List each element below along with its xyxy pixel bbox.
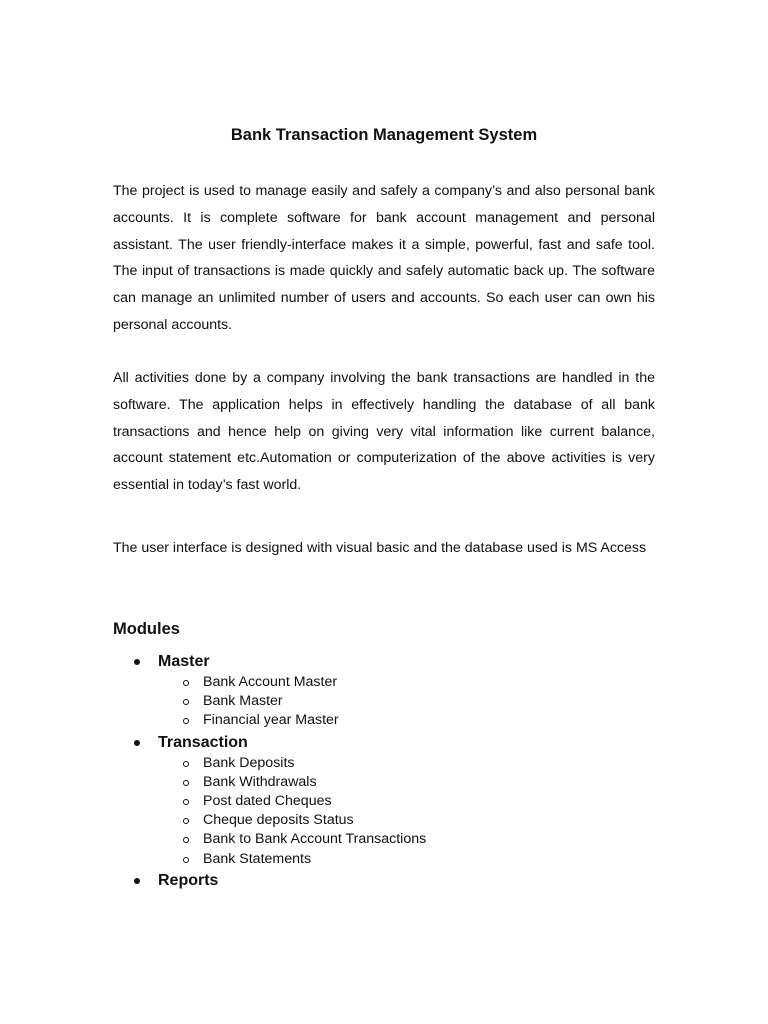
list-item (158, 792, 655, 811)
circle-bullet-icon (183, 699, 189, 705)
circle-bullet-icon (183, 761, 189, 767)
list-item-label: Bank Withdrawals (203, 773, 317, 790)
module-master (113, 650, 655, 731)
list-item-label: Post dated Cheques (203, 792, 332, 809)
list-item (158, 773, 655, 792)
module-transaction (113, 731, 655, 869)
circle-bullet-icon (183, 718, 189, 724)
document-title: Bank Transaction Management System (230, 126, 538, 144)
module-items (158, 673, 655, 731)
module-title: Reports (158, 871, 219, 889)
intro-paragraph: The project is used to manage easily and safely a company’s and also personal bank accounts. It is complete software for bank account management and personal assistant. The user friendly-interface makes it a simple, powerful, fast and safe tool. The input of transactions is made quickly and safely automatic back up. The software can manage an unlimited number of users and accounts. So each user can own his personal accounts. (113, 183, 655, 333)
list-item (158, 850, 655, 869)
circle-bullet-icon (183, 857, 189, 863)
list-item (158, 711, 655, 730)
list-item-label: Bank to Bank Account Transactions (203, 831, 427, 848)
list-item (158, 692, 655, 711)
list-item-label: Bank Statements (203, 850, 312, 867)
circle-bullet-icon (183, 680, 189, 686)
activities-paragraph: All activities done by a company involving the bank transactions are handled in the software. The application helps in effectively handling the database of all bank transactions and hence help on giving very vital information like current balance, account statement etc.Automation or computerization of the above activities is very essential in today’s fast world. (113, 370, 655, 494)
list-item (158, 830, 655, 849)
list-item-label: Cheque deposits Status (203, 812, 354, 829)
circle-bullet-icon (183, 837, 189, 843)
bullet-icon (134, 740, 140, 746)
list-item (158, 811, 655, 830)
circle-bullet-icon (183, 780, 189, 786)
list-item (158, 754, 655, 773)
list-item-label: Bank Deposits (203, 754, 295, 771)
module-title: Master (158, 653, 210, 670)
module-reports (113, 869, 655, 892)
bullet-icon (134, 878, 140, 884)
list-item-label: Bank Account Master (203, 674, 338, 690)
list-item-label: Financial year Master (203, 712, 339, 729)
module-items (158, 754, 655, 869)
list-item (158, 673, 655, 692)
modules-heading: Modules (113, 620, 180, 638)
bullet-icon (134, 659, 140, 665)
list-item-label: Bank Master (203, 693, 283, 710)
module-title: Transaction (158, 733, 248, 751)
modules-list (113, 650, 655, 892)
circle-bullet-icon (183, 818, 189, 824)
technology-paragraph: The user interface is designed with visual basic and the database used is MS Access (113, 540, 647, 556)
circle-bullet-icon (183, 799, 189, 805)
